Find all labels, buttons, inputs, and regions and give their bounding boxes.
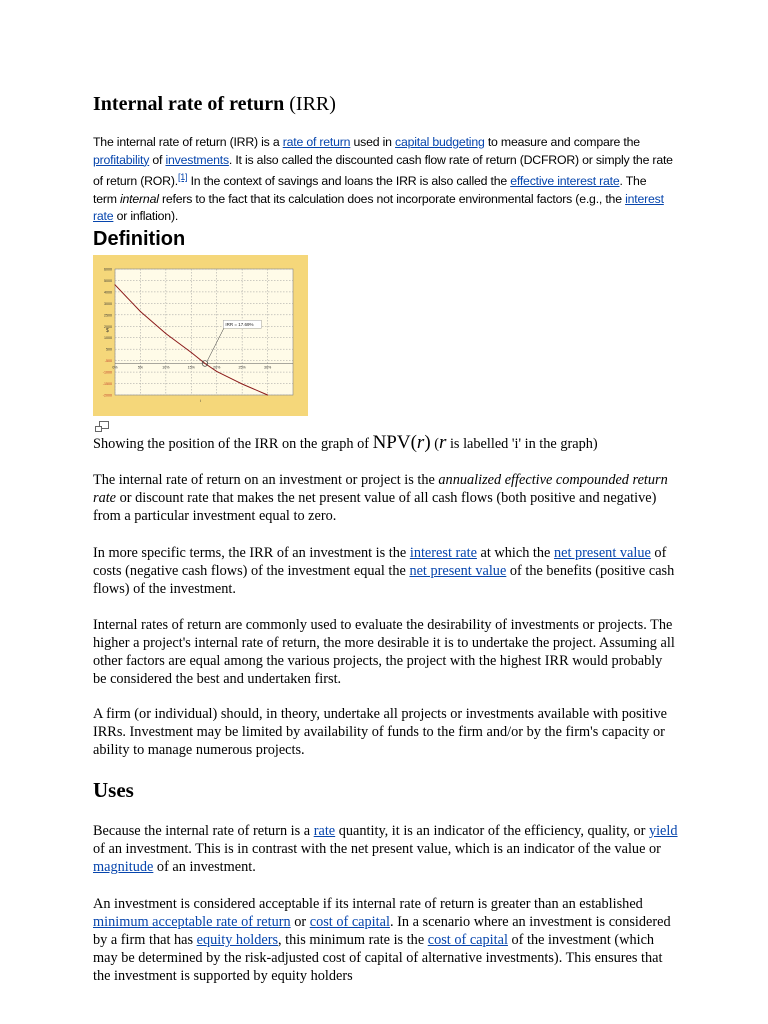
link-net-present-value[interactable]: net present value xyxy=(409,563,507,579)
link-interest-rate[interactable]: interest rate xyxy=(93,191,664,224)
irr-annotation: IRR = 17.69% xyxy=(225,321,254,327)
link-cost-of-capital[interactable]: cost of capital xyxy=(309,914,390,930)
paragraph xyxy=(93,895,678,985)
irr-graph-figure[interactable] xyxy=(93,255,308,416)
reference-link[interactable] xyxy=(178,172,187,183)
link-profitability[interactable]: profitability xyxy=(93,152,150,167)
y-tick-label: 2000 xyxy=(104,324,112,329)
enlarge-icon[interactable] xyxy=(95,420,109,432)
text: of an investment. This is in contrast with the net present value, which is an indicator of the value or xyxy=(93,841,661,857)
data-point xyxy=(267,395,268,396)
y-tick-label: 5000 xyxy=(104,278,112,283)
link-net-present-value[interactable]: net present value xyxy=(553,545,651,561)
x-tick-label: 5% xyxy=(137,365,144,370)
link-cost-of-capital[interactable]: cost of capital xyxy=(427,932,508,948)
paren: ( xyxy=(410,432,417,453)
text: is labelled 'i' in the graph) xyxy=(446,436,598,452)
text: . The term xyxy=(93,174,647,206)
math-r: r xyxy=(438,432,447,453)
text: The internal rate of return (IRR) is a xyxy=(93,135,283,149)
link-rate[interactable]: rate xyxy=(313,823,336,839)
intro-paragraph xyxy=(93,134,673,226)
y-axis-label: $ xyxy=(106,328,109,334)
y-tick-label: 500 xyxy=(106,347,112,352)
y-tick-label: 6000 xyxy=(104,267,112,272)
link-effective-interest-rate[interactable]: effective interest rate xyxy=(510,174,620,189)
reference-1[interactable]: [1] xyxy=(177,172,188,183)
plot-area xyxy=(115,269,293,395)
link-equity-holders[interactable]: equity holders xyxy=(196,932,279,948)
text: Because the internal rate of return is a xyxy=(93,823,314,839)
data-point xyxy=(191,352,192,353)
npv-label: NPV xyxy=(372,432,411,453)
y-tick-label: -1500 xyxy=(102,382,112,387)
y-tick-label: -1000 xyxy=(102,370,112,375)
paragraph xyxy=(93,822,678,876)
text: of xyxy=(149,152,166,167)
y-tick-label: 3000 xyxy=(104,301,112,306)
text: An investment is considered acceptable if its internal rate of return is greater than an established xyxy=(93,896,643,912)
text: . It is also called the discounted cash flow rate of return (DCFROR) or simply the rate of return (ROR). xyxy=(93,152,673,189)
x-tick-label: 10% xyxy=(162,365,170,370)
section-heading-uses: Uses xyxy=(93,778,134,802)
data-point xyxy=(165,333,166,334)
text: or discount rate that makes the net present value of all cash flows (both positive and negative) from a particular investment equal to zero. xyxy=(93,490,657,524)
data-point xyxy=(216,371,217,372)
text: Showing the position of the IRR on the graph of xyxy=(93,436,373,452)
x-tick-label: 20% xyxy=(213,365,221,370)
y-tick-label: -500 xyxy=(104,359,112,364)
x-axis-label: i xyxy=(200,398,201,403)
y-tick-label: -2000 xyxy=(102,393,112,398)
data-point xyxy=(140,311,141,312)
text: refers to the fact that its calculation does not incorporate environmental factors (e.g., the xyxy=(158,191,626,206)
link-capital-budgeting[interactable]: capital budgeting xyxy=(395,135,485,149)
text: , this minimum rate is the xyxy=(278,932,428,948)
x-tick-label: 30% xyxy=(263,365,272,370)
irr-graph xyxy=(93,255,308,416)
data-point xyxy=(115,284,116,285)
page-title xyxy=(93,93,336,116)
paragraph xyxy=(93,544,678,598)
data-point xyxy=(242,383,243,384)
text: of the investment (which may be determined by the risk-adjusted cost of capital of alternative investments). This ensures that the investment is supported by equity holders xyxy=(93,932,663,984)
figure-caption xyxy=(93,434,678,453)
text: . In a scenario where an investment is considered by a firm that has xyxy=(93,914,671,948)
x-tick-label: 15% xyxy=(187,365,195,370)
x-tick-label: 0% xyxy=(112,365,118,370)
link-minimum-acceptable-rate-of-return[interactable]: minimum acceptable rate of return xyxy=(93,914,291,930)
link-rate-of-return[interactable]: rate of return xyxy=(282,135,351,149)
link-magnitude[interactable]: magnitude xyxy=(93,859,154,875)
y-tick-label: 1000 xyxy=(104,336,112,341)
x-tick-label: 25% xyxy=(238,365,246,370)
text: The internal rate of return on an investment or project is the xyxy=(93,472,439,488)
paren: ) xyxy=(424,432,431,453)
link-yield[interactable]: yield xyxy=(648,823,678,839)
text: of the benefits (positive cash flows) of the investment. xyxy=(93,563,675,597)
paragraph xyxy=(93,471,678,525)
title-abbr: (IRR) xyxy=(289,93,336,115)
text: or xyxy=(290,914,310,930)
link-investments[interactable]: investments xyxy=(165,152,229,167)
emphasis: annualized effective compounded return rate xyxy=(93,472,668,506)
data-point xyxy=(204,363,205,364)
emphasis-internal: internal xyxy=(120,191,159,206)
text: of costs (negative cash flows) of the investment equal the xyxy=(93,545,667,579)
title-main: Internal rate of return xyxy=(93,93,285,115)
text: of an investment. xyxy=(153,859,256,875)
text: In the context of savings and loans the IRR is also called the xyxy=(187,174,511,189)
text: at which the xyxy=(476,545,554,561)
text: In more specific terms, the IRR of an investment is the xyxy=(93,545,410,561)
paragraph: Internal rates of return are commonly used to evaluate the desirability of investments or projects. The higher a project's internal rate of return, the more desirable it is to undertake the project. Assuming all other factors are equal among the various projects, the project with the highest IRR would probably be considered the best and undertaken first. xyxy=(93,617,675,687)
text: used in xyxy=(350,135,396,149)
math-r: r xyxy=(416,432,425,453)
link-interest-rate[interactable]: interest rate xyxy=(409,545,477,561)
y-tick-label: 4000 xyxy=(104,290,112,295)
text: to measure and compare the xyxy=(484,135,640,149)
section-heading-definition: Definition xyxy=(93,228,186,250)
text: quantity, it is an indicator of the efficiency, quality, or xyxy=(335,823,649,839)
paragraph: A firm (or individual) should, in theory, undertake all projects or investments available with positive IRRs. Investment may be limited by availability of funds to the firm and/or by the firm's capacity or ability to manage numerous projects. xyxy=(93,706,667,758)
y-tick-label: 2500 xyxy=(104,313,112,318)
text: or inflation). xyxy=(113,209,179,224)
text: ( xyxy=(430,436,439,452)
